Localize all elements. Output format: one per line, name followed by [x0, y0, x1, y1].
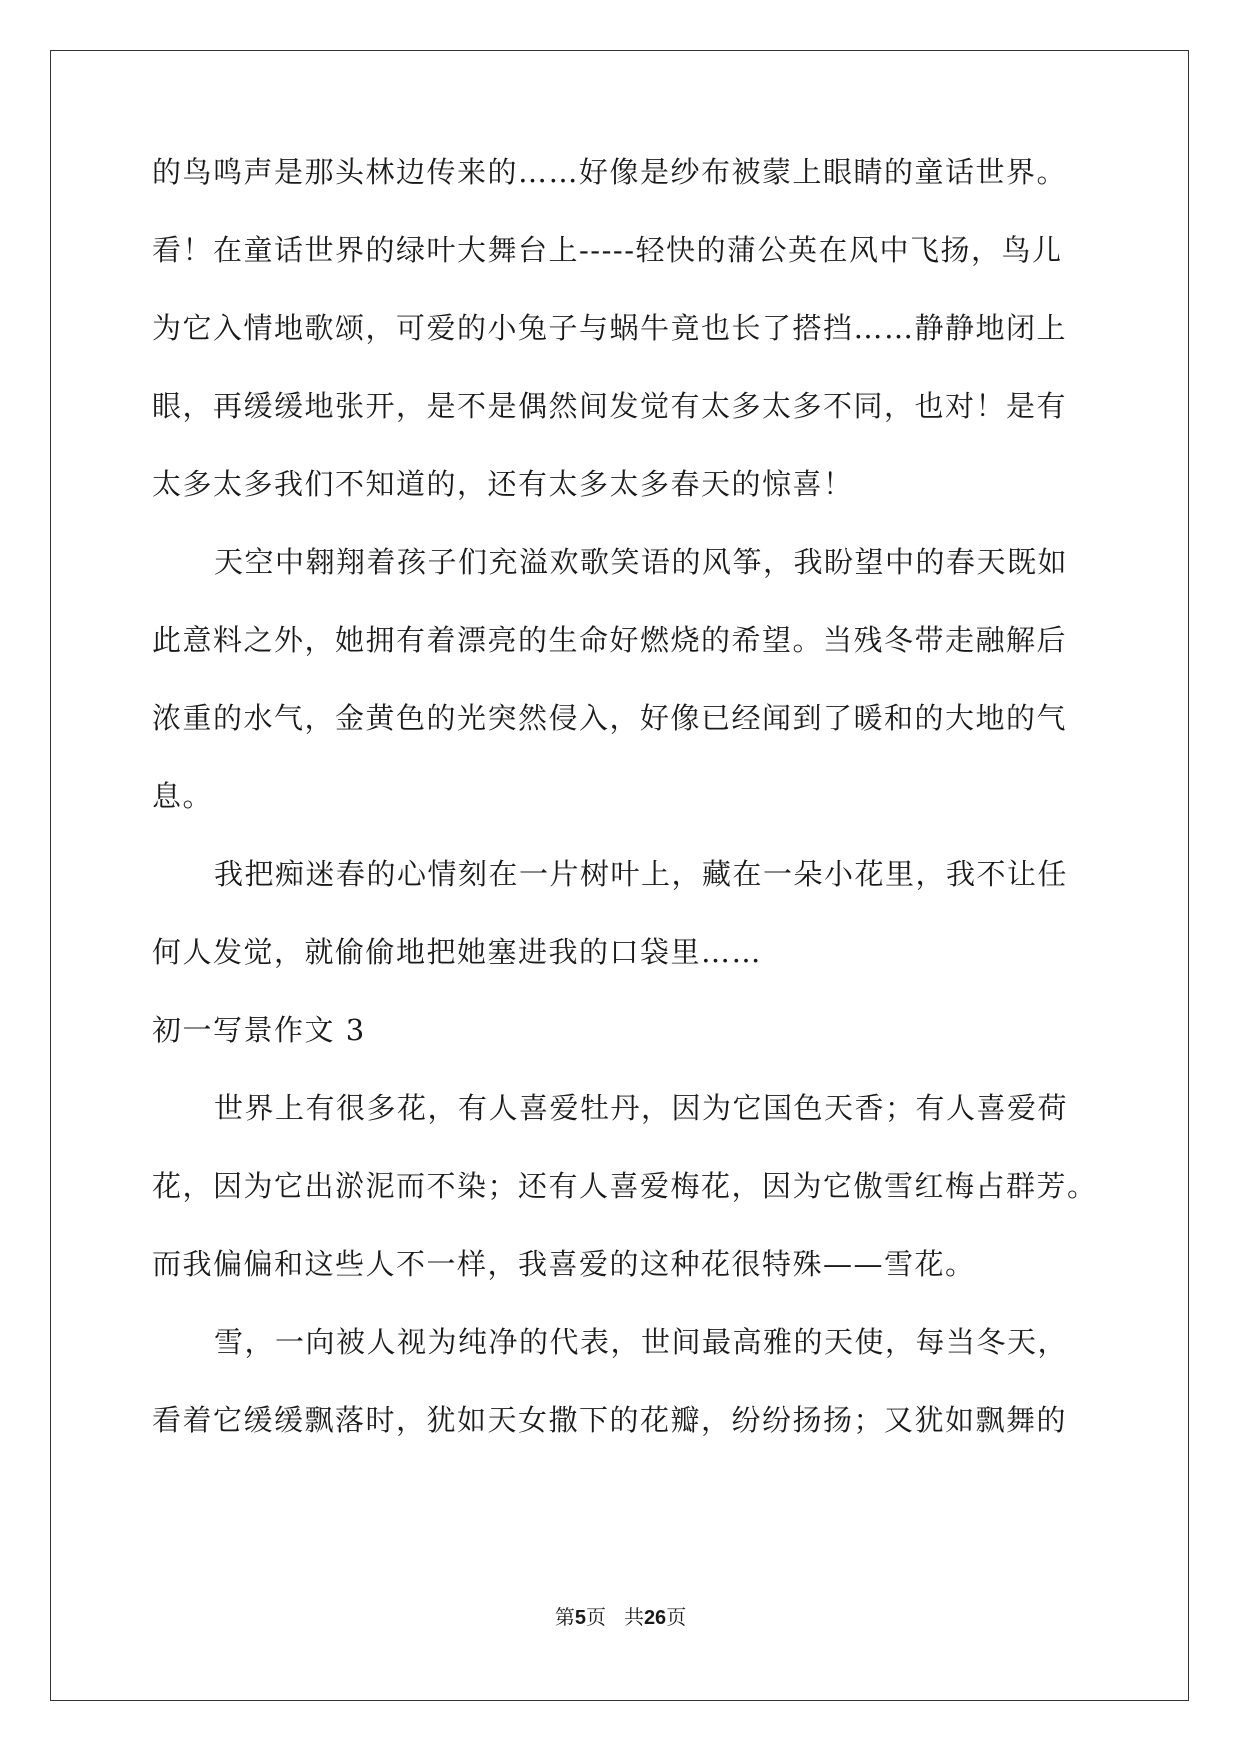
text-line: 世界上有很多花，有人喜爱牡丹，因为它国色天香；有人喜爱荷	[214, 1091, 1069, 1125]
text-line: 眼，再缓缓地张开，是不是偶然间发觉有太多太多不同，也对！是有	[152, 389, 1068, 423]
text-line: 看！在童话世界的绿叶大舞台上-----轻快的蒲公英在风中飞扬，鸟儿	[152, 233, 1063, 267]
text-line: 而我偏偏和这些人不一样，我喜爱的这种花很特殊——雪花。	[152, 1247, 976, 1281]
text-line: 此意料之外，她拥有着漂亮的生命好燃烧的希望。当残冬带走融解后	[152, 623, 1068, 657]
text-line: 何人发觉，就偷偷地把她塞进我的口袋里……	[152, 935, 763, 969]
section-heading: 初一写景作文 3	[152, 1013, 366, 1047]
text-line: 为它入情地歌颂，可爱的小兔子与蜗牛竟也长了搭挡……静静地闭上	[152, 311, 1068, 345]
page-suffix: 页	[585, 1605, 606, 1629]
text-line: 我把痴迷春的心情刻在一片树叶上，藏在一朵小花里，我不让任	[214, 857, 1069, 891]
text-line: 看着它缓缓飘落时，犹如天女撒下的花瓣，纷纷扬扬；又犹如飘舞的	[152, 1403, 1068, 1437]
page-prefix: 第	[554, 1605, 575, 1629]
text-line: 太多太多我们不知道的，还有太多太多春天的惊喜！	[152, 467, 854, 501]
page-number: 5	[574, 1607, 586, 1629]
total-prefix: 共	[623, 1605, 644, 1629]
text-line: 天空中翱翔着孩子们充溢欢歌笑语的风筝，我盼望中的春天既如	[214, 545, 1069, 579]
text-line: 雪，一向被人视为纯净的代表，世间最高雅的天使，每当冬天，	[214, 1325, 1069, 1359]
text-line: 息。	[152, 779, 214, 813]
text-line: 的鸟鸣声是那头林边传来的……好像是纱布被蒙上眼睛的童话世界。	[152, 155, 1068, 189]
total-suffix: 页	[666, 1605, 687, 1629]
text-line: 浓重的水气，金黄色的光突然侵入，好像已经闻到了暖和的大地的气	[152, 701, 1068, 735]
page-footer	[0, 1603, 1241, 1632]
text-line: 花，因为它出淤泥而不染；还有人喜爱梅花，因为它傲雪红梅占群芳。	[152, 1169, 1098, 1203]
total-pages: 26	[643, 1607, 667, 1629]
